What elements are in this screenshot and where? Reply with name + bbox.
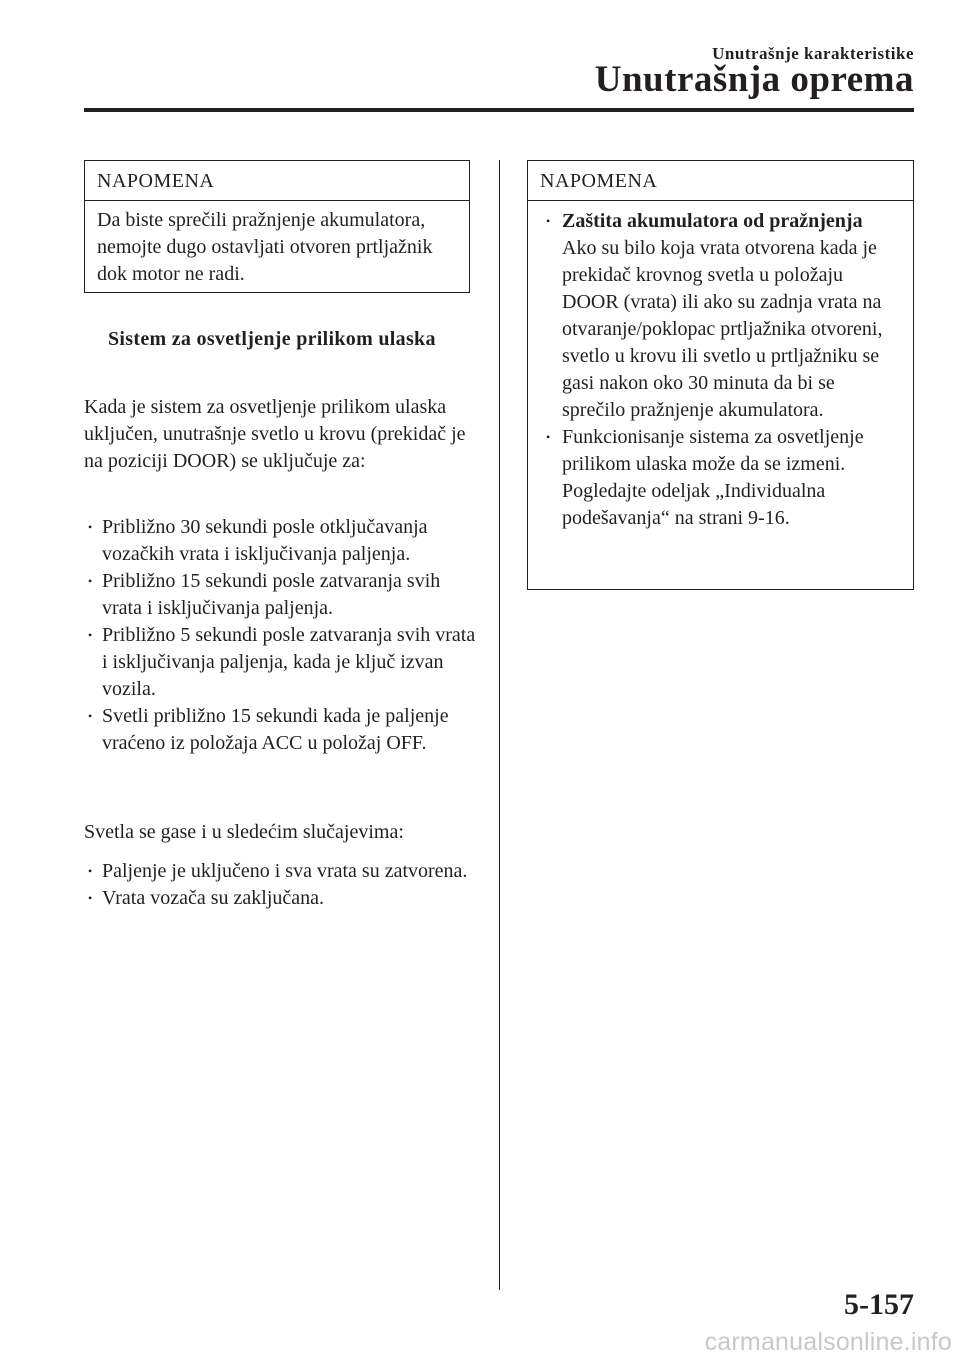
column-divider xyxy=(499,160,500,1290)
note-item-text: Funkcionisanje sistema za osvetljenje prilikom ulaska može da se izmeni. Pogledajte odeljak „Individualna podešavanja“ na strani 9-16. xyxy=(562,426,864,529)
page-number: 5-157 xyxy=(844,1288,914,1321)
note-list xyxy=(540,208,903,532)
section-subheading: Sistem za osvetljenje prilikom ulaska xyxy=(108,328,436,350)
off-intro-paragraph: Svetla se gase i u sledećim slučajevima: xyxy=(84,821,404,843)
note-body xyxy=(528,201,913,540)
list-item: • Približno 5 sekundi posle zatvaranja svih vrata i isključivanja paljenja, kada je ključ izvan vozila. xyxy=(86,622,481,703)
page-title: Unutrašnja oprema xyxy=(594,59,914,100)
section-label: Unutrašnje karakteristike xyxy=(712,44,914,63)
watermark: carmanualsonline.info xyxy=(704,1328,952,1356)
note-label: NAPOMENA xyxy=(528,161,913,201)
list-item xyxy=(540,424,903,532)
note-box-right xyxy=(527,160,914,590)
note-text: Da biste sprečili pražnjenje akumulatora, nemojte dugo ostavljati otvoren prtljažnik dok motor ne radi. xyxy=(97,209,433,285)
note-item-text: Ako su bilo koja vrata otvorena kada je prekidač krovnog svetla u položaju DOOR (vrata) ili ako su zadnja vrata na otvaranje/poklopac prtljažnika otvoreni, svetlo u krovu ili svetlo u prtljažniku se gasi nakon oko 30 minuta da bi se sprečilo pražnjenje akumulatora. xyxy=(562,237,883,421)
list-item: • Približno 30 sekundi posle otključavanja vozačkih vrata i isključivanja paljenja. xyxy=(86,514,481,568)
list-item: • Svetli približno 15 sekundi kada je paljenje vraćeno iz položaja ACC u položaj OFF. xyxy=(86,703,481,757)
off-conditions-list xyxy=(86,858,481,912)
list-item: • Vrata vozača su zaključana. xyxy=(86,885,481,912)
note-label: NAPOMENA xyxy=(85,161,469,201)
on-conditions-list xyxy=(86,514,481,757)
note-item-title: Zaštita akumulatora od pražnjenja xyxy=(562,210,863,232)
intro-paragraph: Kada je sistem za osvetljenje prilikom ulaska uključen, unutrašnje svetlo u krovu (prekidač je na poziciji DOOR) se uključuje za: xyxy=(84,396,466,472)
list-item: • Paljenje je uključeno i sva vrata su zatvorena. xyxy=(86,858,481,885)
list-item: • Približno 15 sekundi posle zatvaranja svih vrata i isključivanja paljenja. xyxy=(86,568,481,622)
list-item xyxy=(540,208,903,424)
note-box-left xyxy=(84,160,470,293)
header-rule xyxy=(84,108,914,112)
